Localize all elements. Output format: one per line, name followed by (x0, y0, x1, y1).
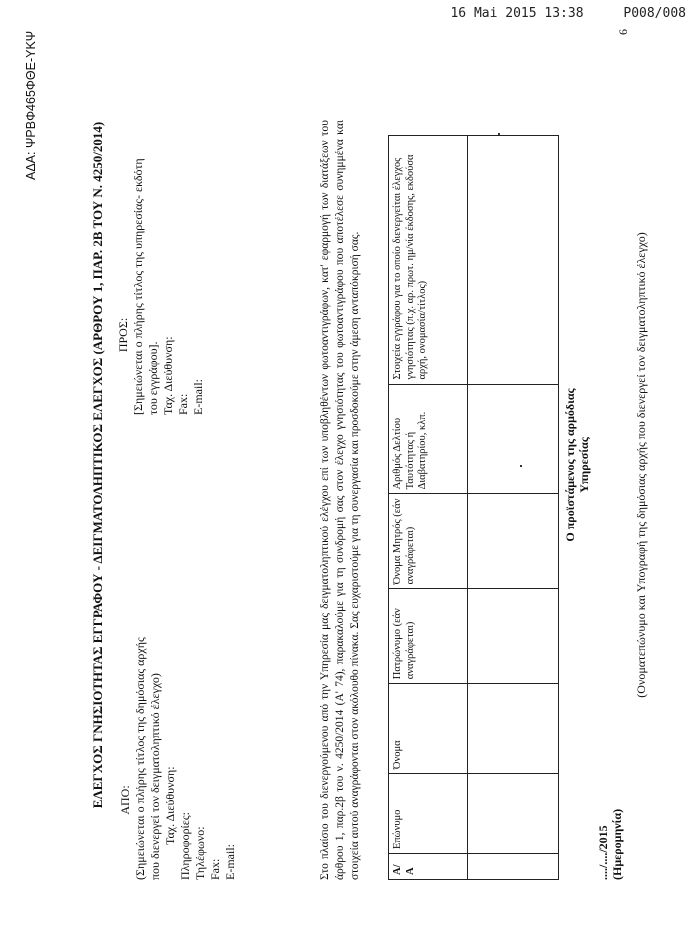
to-block (116, 155, 206, 415)
speck (498, 133, 500, 135)
to-line: Ταχ. Διεύθυνση: (161, 336, 175, 415)
table-header: Όνομα Μητρός (εάν αναγράφεται) (389, 494, 468, 589)
to-line: Fax: (176, 393, 190, 415)
from-line: Τηλέφωνο: (193, 826, 207, 880)
signature-title: Ο προϊστάμενος της αρμόδιας (563, 388, 577, 542)
table-cell (468, 684, 559, 774)
from-label: ΑΠΟ: (118, 785, 132, 815)
table-header: Όνομα (389, 684, 468, 774)
signature-title-2: Υπηρεσίας (577, 437, 592, 493)
table-cell (468, 774, 559, 854)
table-cell (468, 136, 559, 385)
table-cell (468, 384, 559, 494)
to-line: του εγγράφου]. (146, 341, 160, 415)
date-line: ..../..../2015 (596, 825, 610, 880)
body-paragraph: Στο πλαίσιο του διενεργούμενου από την Υπηρεσία μας δειγματοληπτικού ελέγχου επί των υποβληθέντων φωτοαντιγράφων, κατ' εφαρμογή των διατάξεων του άρθρου 1, παρ.2β του ν. 4250/2014 (Α' 74), παρακαλούμε για τη συνδρομή σας στον έλεγχο γνησιότητας του φωτοαντιγράφου που αποτέλεσε συνημμένα και στοιχεία αυτού αναγράφονται στον ακόλουθο πίνακα. Σας ευχαριστούμε για τη συνεργασία και προσδοκούμε στην άμεση ανταπόκρισή σας. (319, 120, 361, 880)
rotated-document-page (18, 15, 678, 915)
signature-caption: (Ονοματεπώνυμο και Υπογραφή της δημόσιας αρχής που διενεργεί τον δειγματοληπτικό έλεγχο) (634, 232, 648, 698)
verification-table (388, 135, 559, 880)
table-header: Στοιχεία εγγράφου για το οποίο διενεργείται έλεγχος γνησιότητας (π.χ. αρ. πρωτ. ημ/νία έκδοσης, εκδούσα αρχή, ονομασία/τίτλος) (389, 136, 468, 385)
table-header: Επώνυμο (389, 774, 468, 854)
table-row (468, 136, 559, 880)
to-line: [Σημειώνεται ο πλήρης τίτλος της υπηρεσίας- εκδότη (131, 158, 145, 415)
table-header: Πατρώνυμο (εάν αναγράφεται) (389, 589, 468, 684)
page-number: 6 (616, 29, 630, 35)
date-caption: (Ημερομηνία) (610, 808, 625, 880)
speck (520, 465, 522, 467)
from-block (118, 580, 238, 880)
to-line: E-mail: (191, 379, 205, 415)
table-header-row (389, 136, 468, 880)
to-label: ΠΡΟΣ: (116, 317, 130, 353)
from-line: Fax: (208, 858, 222, 880)
table-cell (468, 854, 559, 880)
signature-block (563, 15, 592, 915)
fax-date: 16 Mai 2015 13:38 (450, 6, 584, 21)
from-line: που διενεργεί τον δειγματοληπτικό έλεγχο) (148, 673, 162, 880)
table-header: Αριθμός Δελτίου Ταυτότητας ή Διαβατηρίου, κλπ. (389, 384, 468, 494)
from-line: (Σημειώνεται ο πλήρης τίτλος της δημόσιας αρχής (133, 637, 147, 880)
table-cell (468, 589, 559, 684)
table-cell (468, 494, 559, 589)
ada-code: ΑΔΑ: ΨΡΒΦ465ΦΘΕ-ΥΚΨ (24, 30, 38, 180)
date-block (596, 809, 625, 880)
from-line: Ταχ. Διεύθυνση: (163, 766, 177, 845)
document-title: ΕΛΕΓΧΟΣ ΓΝΗΣΙΟΤΗΤΑΣ ΕΓΓΡΑΦΟΥ - ΔΕΙΓΜΑΤΟΛΗΠΤΙΚΟΣ ΕΛΕΓΧΟΣ (ΑΡΘΡΟΥ 1, ΠΑΡ. 2Β ΤΟΥ Ν. 4250/2014) (90, 121, 105, 809)
from-line: Πληροφορίες: (178, 812, 192, 880)
table-header: Α/Α (389, 854, 468, 880)
from-line: E-mail: (223, 844, 237, 880)
fax-page: P008/008 (623, 6, 686, 21)
